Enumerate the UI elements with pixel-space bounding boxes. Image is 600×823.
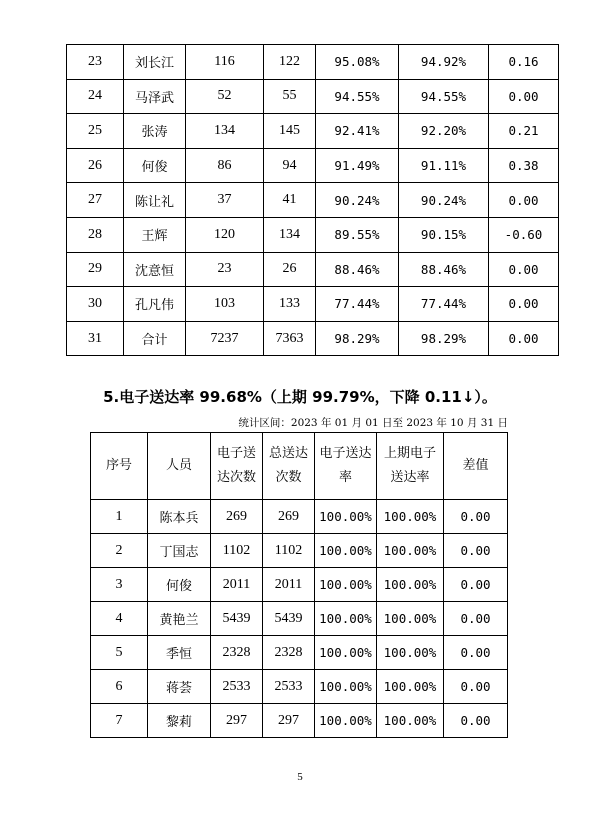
cell-seq: 5 xyxy=(91,636,148,670)
cell-electronic-count: 23 xyxy=(186,252,264,287)
cell-diff: 0.00 xyxy=(489,79,559,114)
cell-total-count: 134 xyxy=(264,217,316,252)
cell-person: 马泽武 xyxy=(124,79,186,114)
cell-prev-rate: 100.00% xyxy=(377,636,444,670)
cell-electronic-count: 2533 xyxy=(211,670,263,704)
cell-electronic-count: 52 xyxy=(186,79,264,114)
cell-person: 沈意恒 xyxy=(124,252,186,287)
cell-electronic-rate: 100.00% xyxy=(315,534,377,568)
cell-total-count: 297 xyxy=(263,704,315,738)
header-total-count-line2: 次数 xyxy=(275,470,302,485)
cell-prev-rate: 91.11% xyxy=(399,148,489,183)
table-row xyxy=(91,500,508,534)
header-seq: 序号 xyxy=(91,433,148,500)
cell-diff: 0.00 xyxy=(444,500,508,534)
cell-prev-rate: 90.24% xyxy=(399,183,489,218)
cell-prev-rate: 94.92% xyxy=(399,45,489,80)
header-prev-rate-line1: 上期电子 xyxy=(383,446,436,461)
header-diff: 差值 xyxy=(444,433,508,500)
cell-seq: 2 xyxy=(91,534,148,568)
cell-seq: 26 xyxy=(67,148,124,183)
cell-electronic-count: 269 xyxy=(211,500,263,534)
cell-person: 陈让礼 xyxy=(124,183,186,218)
cell-total-count: 133 xyxy=(264,287,316,322)
cell-diff: 0.00 xyxy=(444,704,508,738)
cell-person: 季恒 xyxy=(148,636,211,670)
cell-electronic-count: 86 xyxy=(186,148,264,183)
statistics-period: 统计区间：2023 年 01 月 01 日至 2023 年 10 月 31 日 xyxy=(238,417,508,429)
cell-prev-rate: 90.15% xyxy=(399,217,489,252)
cell-total-count: 26 xyxy=(264,252,316,287)
cell-seq: 29 xyxy=(67,252,124,287)
cell-electronic-rate: 98.29% xyxy=(316,321,399,356)
cell-electronic-count: 5439 xyxy=(211,602,263,636)
cell-person: 王辉 xyxy=(124,217,186,252)
table-row xyxy=(91,568,508,602)
cell-electronic-count: 1102 xyxy=(211,534,263,568)
cell-total-count: 94 xyxy=(264,148,316,183)
cell-electronic-count: 297 xyxy=(211,704,263,738)
cell-electronic-rate: 100.00% xyxy=(315,568,377,602)
cell-electronic-count: 37 xyxy=(186,183,264,218)
cell-total-count: 2328 xyxy=(263,636,315,670)
table-row xyxy=(67,114,559,149)
cell-electronic-count: 2328 xyxy=(211,636,263,670)
header-total-count xyxy=(263,433,315,500)
cell-diff: 0.00 xyxy=(444,534,508,568)
table-row xyxy=(67,321,559,356)
header-person: 人员 xyxy=(148,433,211,500)
cell-diff: -0.60 xyxy=(489,217,559,252)
cell-electronic-rate: 89.55% xyxy=(316,217,399,252)
header-electronic-rate xyxy=(315,433,377,500)
cell-electronic-count: 116 xyxy=(186,45,264,80)
ranking-table-continued xyxy=(66,44,559,356)
table-row xyxy=(67,183,559,218)
cell-electronic-rate: 100.00% xyxy=(315,602,377,636)
cell-electronic-count: 120 xyxy=(186,217,264,252)
cell-seq: 4 xyxy=(91,602,148,636)
cell-electronic-count: 2011 xyxy=(211,568,263,602)
cell-person: 何俊 xyxy=(148,568,211,602)
cell-diff: 0.00 xyxy=(444,602,508,636)
cell-seq: 24 xyxy=(67,79,124,114)
cell-person: 张涛 xyxy=(124,114,186,149)
cell-prev-rate: 100.00% xyxy=(377,704,444,738)
cell-total-count: 7363 xyxy=(264,321,316,356)
cell-diff: 0.00 xyxy=(489,321,559,356)
cell-seq: 31 xyxy=(67,321,124,356)
cell-prev-rate: 100.00% xyxy=(377,534,444,568)
cell-seq: 23 xyxy=(67,45,124,80)
cell-total-count: 41 xyxy=(264,183,316,218)
cell-prev-rate: 100.00% xyxy=(377,568,444,602)
header-prev-rate xyxy=(377,433,444,500)
header-prev-rate-line2: 送达率 xyxy=(390,470,430,485)
header-electronic-rate-line2: 率 xyxy=(338,470,352,485)
cell-electronic-rate: 77.44% xyxy=(316,287,399,322)
electronic-delivery-table xyxy=(90,432,508,738)
cell-prev-rate: 98.29% xyxy=(399,321,489,356)
cell-electronic-rate: 92.41% xyxy=(316,114,399,149)
table-header-row xyxy=(91,433,508,500)
table-row xyxy=(67,45,559,80)
cell-electronic-rate: 95.08% xyxy=(316,45,399,80)
cell-total-count: 1102 xyxy=(263,534,315,568)
cell-diff: 0.00 xyxy=(444,670,508,704)
cell-prev-rate: 88.46% xyxy=(399,252,489,287)
cell-diff: 0.00 xyxy=(444,568,508,602)
header-electronic-count-line1: 电子送 xyxy=(216,446,256,461)
page-number: 5 xyxy=(297,771,303,783)
cell-diff: 0.00 xyxy=(489,287,559,322)
header-electronic-count xyxy=(211,433,263,500)
cell-person: 孔凡伟 xyxy=(124,287,186,322)
cell-seq: 28 xyxy=(67,217,124,252)
table-row xyxy=(67,287,559,322)
cell-total-count: 5439 xyxy=(263,602,315,636)
cell-total-count: 2011 xyxy=(263,568,315,602)
cell-diff: 0.16 xyxy=(489,45,559,80)
cell-electronic-rate: 91.49% xyxy=(316,148,399,183)
cell-diff: 0.21 xyxy=(489,114,559,149)
cell-person: 黎莉 xyxy=(148,704,211,738)
cell-diff: 0.38 xyxy=(489,148,559,183)
cell-seq: 1 xyxy=(91,500,148,534)
cell-seq: 3 xyxy=(91,568,148,602)
cell-total-count: 122 xyxy=(264,45,316,80)
table-row xyxy=(91,534,508,568)
cell-person: 陈本兵 xyxy=(148,500,211,534)
header-electronic-count-line2: 达次数 xyxy=(216,470,256,485)
table-row xyxy=(67,79,559,114)
table-row xyxy=(67,252,559,287)
cell-seq: 30 xyxy=(67,287,124,322)
cell-electronic-rate: 100.00% xyxy=(315,704,377,738)
table-row xyxy=(91,602,508,636)
cell-electronic-rate: 90.24% xyxy=(316,183,399,218)
section-heading: 5.电子送达率 99.68%（上期 99.79%，下降 0.11↓）。 xyxy=(103,388,497,406)
table-row xyxy=(91,704,508,738)
header-electronic-rate-line1: 电子送达 xyxy=(319,446,372,461)
cell-total-count: 145 xyxy=(264,114,316,149)
cell-prev-rate: 94.55% xyxy=(399,79,489,114)
cell-electronic-count: 103 xyxy=(186,287,264,322)
cell-diff: 0.00 xyxy=(489,183,559,218)
table-row xyxy=(67,148,559,183)
cell-electronic-rate: 100.00% xyxy=(315,670,377,704)
cell-electronic-rate: 94.55% xyxy=(316,79,399,114)
cell-prev-rate: 100.00% xyxy=(377,670,444,704)
cell-electronic-rate: 100.00% xyxy=(315,500,377,534)
cell-electronic-count: 7237 xyxy=(186,321,264,356)
cell-seq: 27 xyxy=(67,183,124,218)
cell-prev-rate: 100.00% xyxy=(377,602,444,636)
cell-prev-rate: 92.20% xyxy=(399,114,489,149)
cell-seq: 6 xyxy=(91,670,148,704)
cell-person: 刘长江 xyxy=(124,45,186,80)
cell-person: 黄艳兰 xyxy=(148,602,211,636)
cell-diff: 0.00 xyxy=(489,252,559,287)
cell-prev-rate: 77.44% xyxy=(399,287,489,322)
cell-total-count: 269 xyxy=(263,500,315,534)
cell-person: 何俊 xyxy=(124,148,186,183)
cell-electronic-rate: 100.00% xyxy=(315,636,377,670)
cell-seq: 25 xyxy=(67,114,124,149)
cell-person: 合计 xyxy=(124,321,186,356)
cell-electronic-rate: 88.46% xyxy=(316,252,399,287)
cell-prev-rate: 100.00% xyxy=(377,500,444,534)
table-row xyxy=(91,636,508,670)
cell-person: 蒋荟 xyxy=(148,670,211,704)
cell-electronic-count: 134 xyxy=(186,114,264,149)
cell-total-count: 2533 xyxy=(263,670,315,704)
cell-diff: 0.00 xyxy=(444,636,508,670)
header-total-count-line1: 总送达 xyxy=(268,446,308,461)
cell-seq: 7 xyxy=(91,704,148,738)
cell-total-count: 55 xyxy=(264,79,316,114)
table-row xyxy=(67,217,559,252)
cell-person: 丁国志 xyxy=(148,534,211,568)
table-row xyxy=(91,670,508,704)
